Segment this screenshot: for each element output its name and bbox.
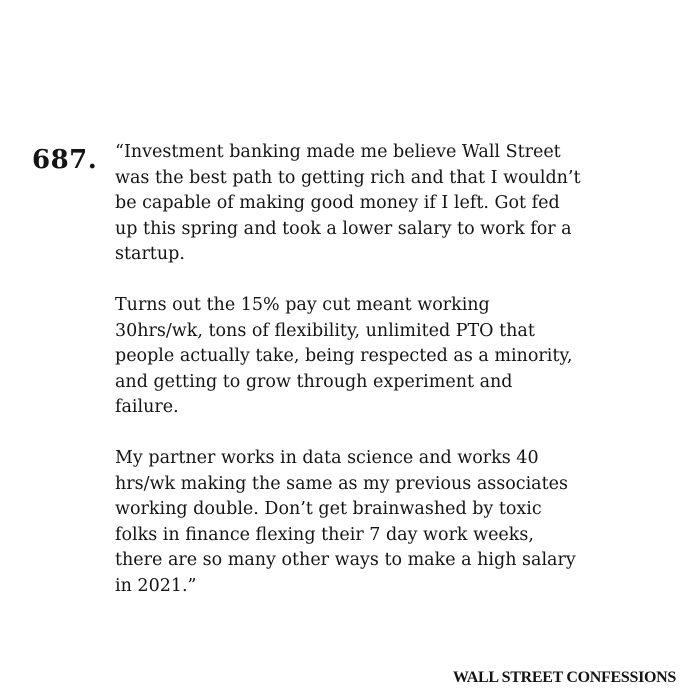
text-line: “Investment banking made me believe Wall Street	[115, 142, 561, 162]
text-line: in 2021.”	[115, 575, 197, 596]
text-line: startup.	[115, 244, 185, 265]
text-line: be capable of making good money if I left. Got fed	[115, 193, 560, 214]
paragraph-3	[115, 446, 585, 600]
text-line: My partner works in data science and works 40	[115, 447, 539, 468]
confession-text	[115, 140, 585, 625]
text-line: there are so many other ways to make a high salary	[115, 550, 576, 571]
text-line: Turns out the 15% pay cut meant working	[115, 294, 490, 315]
text-line: people actually take, being respected as a minority,	[115, 346, 573, 367]
text-line: up this spring and took a lower salary to work for a	[115, 218, 572, 239]
text-line: working double. Don’t get brainwashed by toxic	[115, 499, 542, 520]
paragraph-1	[115, 140, 585, 268]
text-line: hrs/wk making the same as my previous associates	[115, 473, 568, 494]
paragraph-2	[115, 293, 585, 421]
confession-number: 687.	[32, 145, 98, 175]
text-line: was the best path to getting rich and that I wouldn’t	[115, 167, 581, 188]
text-line: and getting to grow through experiment and	[115, 371, 513, 392]
text-line: failure.	[115, 397, 179, 418]
text-line: folks in finance flexing their 7 day work weeks,	[115, 524, 534, 545]
text-line: 30hrs/wk, tons of flexibility, unlimited PTO that	[115, 320, 535, 341]
brand-wordmark: WALL STREET CONFESSIONS	[452, 669, 676, 686]
